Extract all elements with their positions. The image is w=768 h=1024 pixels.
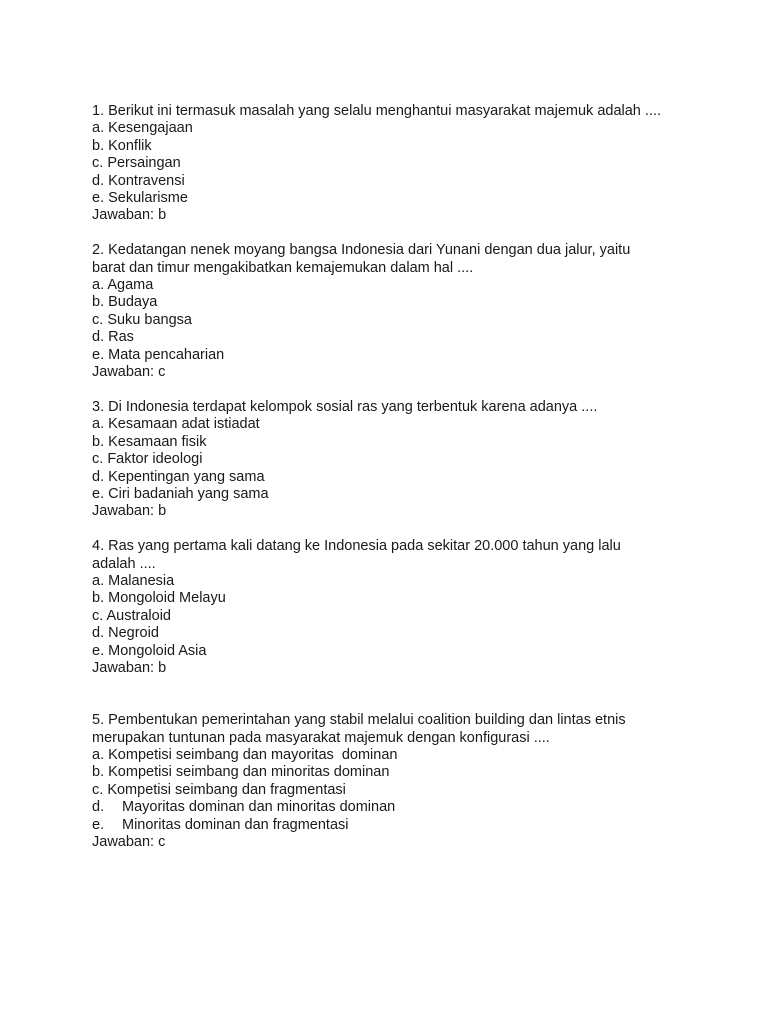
question-3-option-c — [92, 451, 692, 468]
option-text: Negroid — [108, 625, 159, 642]
option-text: Minoritas dominan dan fragmentasi — [122, 816, 349, 833]
option-letter: a. — [92, 120, 105, 137]
question-4-option-a — [92, 573, 692, 590]
option-letter: b. — [92, 137, 105, 154]
question-4 — [92, 538, 692, 677]
question-4-stem-line-2: adalah .... — [92, 555, 156, 572]
question-5-option-c — [92, 782, 692, 799]
option-letter: e. — [92, 346, 105, 363]
question-2-option-d — [92, 329, 692, 346]
option-letter: d. — [92, 172, 105, 189]
question-5-answer: Jawaban: c — [92, 834, 166, 850]
option-letter: c. — [92, 311, 104, 328]
option-letter: b. — [92, 294, 105, 311]
question-2-answer: Jawaban: c — [92, 364, 166, 381]
question-2-stem-line-1: 2. Kedatangan nenek moyang bangsa Indonesia dari Yunani dengan dua jalur, yaitu — [92, 242, 631, 259]
option-text: Mayoritas dominan dan minoritas dominan — [122, 799, 396, 816]
option-text: Persaingan — [107, 155, 181, 172]
question-3-option-a — [92, 416, 692, 433]
question-2 — [92, 242, 692, 381]
option-text: Mata pencaharian — [108, 346, 225, 363]
option-text: Ras — [108, 329, 134, 346]
option-text: Sekularisme — [108, 190, 188, 207]
option-text: Australoid — [106, 607, 171, 624]
option-letter: b. — [92, 433, 105, 450]
option-letter: b. — [92, 764, 105, 781]
question-3-option-b — [92, 434, 692, 451]
option-text: Agama — [107, 277, 154, 294]
option-letter: a. — [92, 572, 105, 589]
option-letter: c. — [92, 451, 104, 468]
option-letter: d. — [92, 625, 105, 642]
question-3-answer: Jawaban: b — [92, 503, 167, 520]
question-4-answer: Jawaban: b — [92, 659, 167, 676]
question-1-option-c — [92, 155, 692, 172]
question-3 — [92, 399, 692, 521]
question-5-stem-line-1: 5. Pembentukan pemerintahan yang stabil melalui coalition building dan lintas etnis — [92, 712, 626, 729]
option-letter: a. — [92, 746, 105, 763]
option-text: Kompetisi seimbang dan fragmentasi — [107, 781, 346, 798]
question-2-option-a — [92, 277, 692, 294]
option-letter: d. — [92, 799, 105, 816]
option-text: Kompetisi seimbang dan minoritas dominan — [108, 764, 390, 781]
option-text: Kepentingan yang sama — [108, 468, 265, 485]
option-text: Konflik — [108, 137, 152, 154]
question-5-option-b — [92, 764, 692, 781]
option-text: Kesengajaan — [108, 120, 193, 137]
option-letter: e. — [92, 816, 105, 833]
question-1-option-b — [92, 138, 692, 155]
question-5-option-d — [92, 799, 692, 816]
question-5 — [92, 712, 692, 851]
question-2-option-b — [92, 294, 692, 311]
document-page — [92, 103, 692, 851]
question-2-stem-line-2: barat dan timur mengakibatkan kemajemukan dalam hal .... — [92, 259, 474, 276]
option-letter: c. — [92, 155, 104, 172]
option-text: Mongoloid Melayu — [108, 590, 226, 607]
option-letter: e. — [92, 485, 105, 502]
question-4-stem-line-1: 4. Ras yang pertama kali datang ke Indonesia pada sekitar 20.000 tahun yang lalu — [92, 538, 621, 555]
option-letter: e. — [92, 642, 105, 659]
question-4-option-c — [92, 608, 692, 625]
option-text: Mongoloid Asia — [108, 642, 207, 659]
question-4-option-b — [92, 590, 692, 607]
question-1-answer: Jawaban: b — [92, 207, 167, 224]
option-letter: a. — [92, 277, 105, 294]
option-text: Malanesia — [108, 572, 175, 589]
option-text: Budaya — [108, 294, 158, 311]
option-text: Faktor ideologi — [107, 451, 203, 468]
question-2-option-e — [92, 347, 692, 364]
option-letter: e. — [92, 190, 105, 207]
question-5-option-e — [92, 817, 692, 834]
option-letter: d. — [92, 329, 105, 346]
option-letter: b. — [92, 590, 105, 607]
question-4-option-d — [92, 625, 692, 642]
option-text: Suku bangsa — [107, 311, 192, 328]
option-letter: d. — [92, 468, 105, 485]
option-letter: c. — [92, 781, 104, 798]
question-1-option-a — [92, 120, 692, 137]
question-3-option-e — [92, 486, 692, 503]
question-1-option-e — [92, 190, 692, 207]
question-5-stem-line-2: merupakan tuntunan pada masyarakat majemuk dengan konfigurasi .... — [92, 729, 550, 746]
question-3-stem-line-1: 3. Di Indonesia terdapat kelompok sosial ras yang terbentuk karena adanya .... — [92, 398, 598, 415]
option-text: Kontravensi — [108, 172, 185, 189]
question-3-option-d — [92, 469, 692, 486]
option-text: Ciri badaniah yang sama — [108, 485, 269, 502]
question-4-option-e — [92, 643, 692, 660]
option-letter: c. — [92, 607, 104, 624]
question-1-stem-line-1: 1. Berikut ini termasuk masalah yang selalu menghantui masyarakat majemuk adalah .... — [92, 103, 662, 119]
option-letter: a. — [92, 416, 105, 433]
question-1-option-d — [92, 173, 692, 190]
question-2-option-c — [92, 312, 692, 329]
question-1 — [92, 103, 692, 225]
question-5-option-a — [92, 747, 692, 764]
option-text: Kesamaan adat istiadat — [108, 416, 260, 433]
option-text: Kesamaan fisik — [108, 433, 207, 450]
option-text: Kompetisi seimbang dan mayoritas dominan — [108, 746, 398, 763]
